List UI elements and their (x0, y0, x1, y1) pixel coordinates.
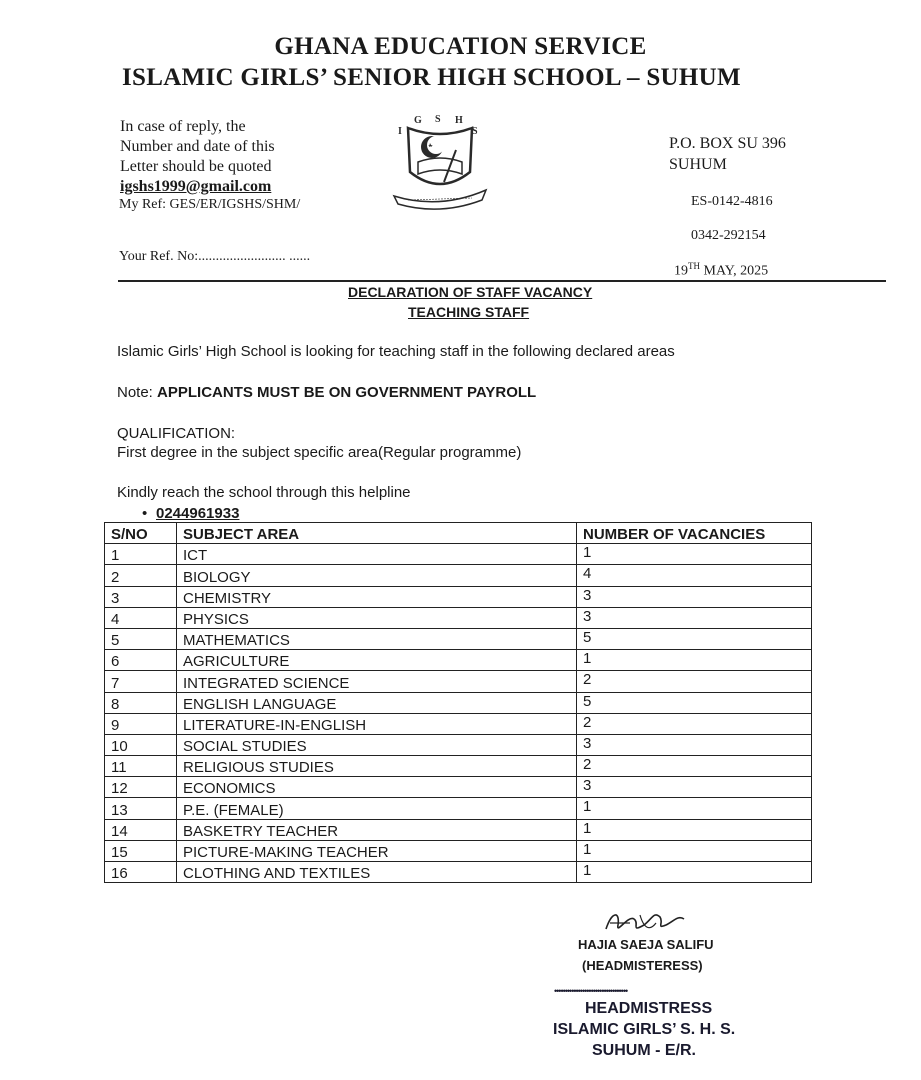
header-subject: SUBJECT AREA (177, 523, 577, 544)
row-subject: INTEGRATED SCIENCE (177, 671, 577, 692)
row-vacancies: 3 (577, 734, 812, 755)
row-subject: ENGLISH LANGUAGE (177, 692, 577, 713)
row-sno: 9 (105, 713, 177, 734)
table-header-row (105, 523, 812, 544)
row-subject: PICTURE-MAKING TEACHER (177, 840, 577, 861)
stamp-dots: •••••••••••••••••••••••••••••••••• (554, 986, 628, 996)
table-row (105, 734, 812, 755)
reply-line-1: In case of reply, the (120, 118, 246, 135)
row-subject: LITERATURE-IN-ENGLISH (177, 713, 577, 734)
helpline-item (142, 505, 239, 522)
note-text: APPLICANTS MUST BE ON GOVERNMENT PAYROLL (157, 384, 537, 401)
vacancy-table (104, 522, 812, 883)
row-vacancies: 1 (577, 798, 812, 819)
reply-instructions (120, 117, 275, 197)
row-subject: P.E. (FEMALE) (177, 798, 577, 819)
qualification-label: QUALIFICATION: (117, 425, 236, 442)
school-crest (390, 110, 490, 216)
row-subject: BIOLOGY (177, 565, 577, 586)
header-divider (118, 280, 886, 282)
stamp-line-2: ISLAMIC GIRLS’ S. H. S. (553, 1021, 736, 1038)
signatory-title: (HEADMISTERESS) (582, 958, 703, 973)
row-sno: 5 (105, 628, 177, 649)
signature (600, 905, 700, 941)
row-subject: BASKETRY TEACHER (177, 819, 577, 840)
table-row (105, 798, 812, 819)
bullet-icon: • (142, 505, 148, 522)
table-row (105, 607, 812, 628)
office-phone: 0342-292154 (691, 228, 766, 243)
row-sno: 11 (105, 756, 177, 777)
table-row (105, 650, 812, 671)
reply-line-3: Letter should be quoted (120, 158, 272, 175)
row-vacancies: 5 (577, 692, 812, 713)
row-sno: 13 (105, 798, 177, 819)
signature-icon (600, 905, 700, 941)
table-row (105, 565, 812, 586)
row-sno: 15 (105, 840, 177, 861)
letter-date (674, 261, 768, 280)
table-row (105, 713, 812, 734)
office-code: ES-0142-4816 (691, 194, 773, 209)
intro-text: Islamic Girls’ High School is looking for teaching staff in the following declared areas (117, 343, 675, 360)
note (117, 384, 536, 401)
table-row (105, 862, 812, 883)
row-subject: ICT (177, 544, 577, 565)
crest-letter: S (435, 114, 441, 125)
row-vacancies: 1 (577, 650, 812, 671)
row-subject: AGRICULTURE (177, 650, 577, 671)
stamp-line-1: HEADMISTRESS (585, 1000, 713, 1017)
row-vacancies: 3 (577, 777, 812, 798)
table-row (105, 756, 812, 777)
note-label: Note: (117, 384, 158, 401)
your-reference: Your Ref. No:......................... ...... (119, 249, 311, 264)
crest-letter: G (414, 115, 422, 126)
row-subject: MATHEMATICS (177, 628, 577, 649)
stamp-line-3: SUHUM - E/R. (592, 1042, 696, 1059)
crest-letter: S (472, 126, 478, 137)
crest-letter: I (398, 126, 402, 137)
po-box: P.O. BOX SU 396 (669, 135, 786, 152)
row-subject: CHEMISTRY (177, 586, 577, 607)
row-subject: RELIGIOUS STUDIES (177, 756, 577, 777)
row-sno: 3 (105, 586, 177, 607)
row-subject: PHYSICS (177, 607, 577, 628)
row-sno: 16 (105, 862, 177, 883)
row-sno: 8 (105, 692, 177, 713)
row-subject: CLOTHING AND TEXTILES (177, 862, 577, 883)
row-subject: ECONOMICS (177, 777, 577, 798)
table-row (105, 777, 812, 798)
row-sno: 10 (105, 734, 177, 755)
header-line-2: ISLAMIC GIRLS’ SENIOR HIGH SCHOOL – SUHUM (122, 64, 741, 91)
crest-icon (390, 110, 490, 216)
row-sno: 7 (105, 671, 177, 692)
row-vacancies: 3 (577, 607, 812, 628)
row-vacancies: 1 (577, 819, 812, 840)
row-vacancies: 3 (577, 586, 812, 607)
table-row (105, 840, 812, 861)
table-row (105, 692, 812, 713)
row-vacancies: 4 (577, 565, 812, 586)
header-line-1: GHANA EDUCATION SERVICE (274, 33, 647, 60)
row-vacancies: 5 (577, 628, 812, 649)
table-body (105, 544, 812, 883)
row-vacancies: 1 (577, 862, 812, 883)
header-vacancies: NUMBER OF VACANCIES (577, 523, 812, 544)
town: SUHUM (669, 156, 727, 173)
row-sno: 1 (105, 544, 177, 565)
header-sno: S/NO (105, 523, 177, 544)
row-vacancies: 2 (577, 713, 812, 734)
row-sno: 12 (105, 777, 177, 798)
date-suffix: TH (688, 261, 700, 271)
row-sno: 6 (105, 650, 177, 671)
document-subtitle: TEACHING STAFF (408, 304, 530, 320)
signatory-name: HAJIA SAEJA SALIFU (578, 937, 714, 952)
table-row (105, 586, 812, 607)
date-day: 19 (674, 263, 688, 279)
row-sno: 14 (105, 819, 177, 840)
row-vacancies: 2 (577, 671, 812, 692)
table-row (105, 819, 812, 840)
document-title: DECLARATION OF STAFF VACANCY (348, 284, 593, 300)
row-sno: 2 (105, 565, 177, 586)
helpline-text: Kindly reach the school through this helpline (117, 484, 411, 501)
row-vacancies: 2 (577, 756, 812, 777)
crest-letter: H (455, 115, 463, 126)
table-row (105, 671, 812, 692)
row-vacancies: 1 (577, 544, 812, 565)
reply-line-2: Number and date of this (120, 138, 275, 155)
qualification-text: First degree in the subject specific area(Regular programme) (117, 444, 522, 461)
date-month-year: MAY, 2025 (700, 263, 769, 279)
my-reference: My Ref: GES/ER/IGSHS/SHM/ (119, 197, 301, 212)
row-vacancies: 1 (577, 840, 812, 861)
school-email: igshs1999@gmail.com (120, 178, 272, 195)
row-sno: 4 (105, 607, 177, 628)
table-row (105, 544, 812, 565)
helpline-number: 0244961933 (156, 505, 240, 522)
row-subject: SOCIAL STUDIES (177, 734, 577, 755)
table-row (105, 628, 812, 649)
